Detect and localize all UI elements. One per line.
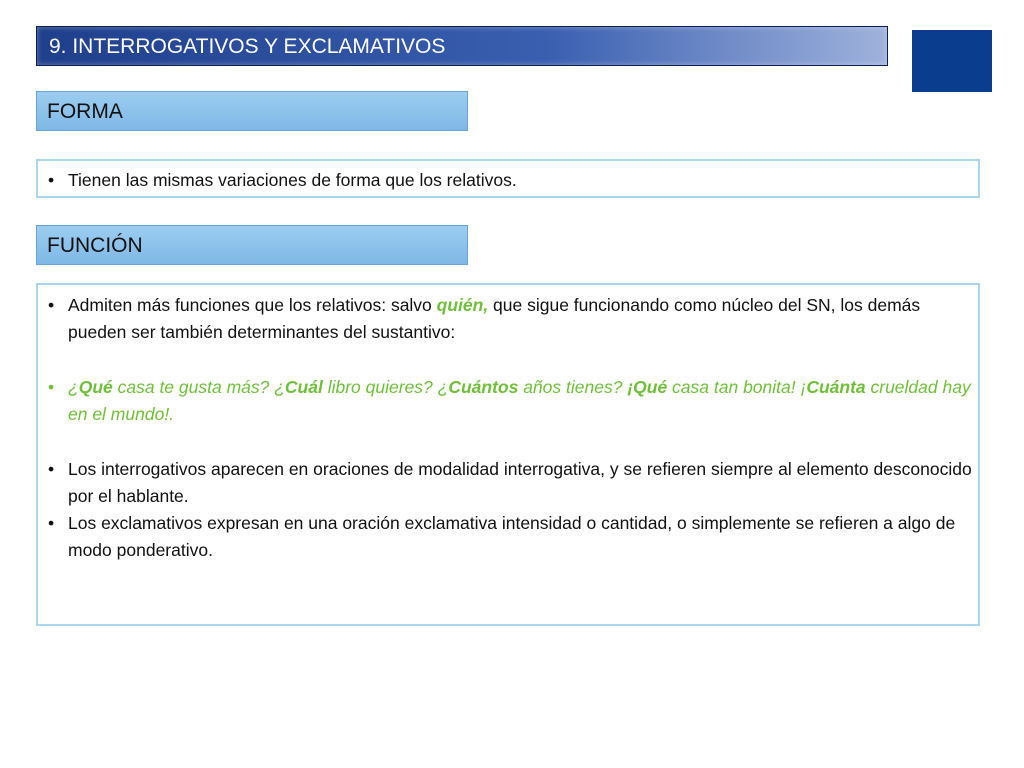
example-text: ¿: [68, 377, 79, 397]
forma-content-box: [36, 159, 980, 198]
example-keyword: Qué: [78, 377, 113, 397]
example-text: casa te gusta más? ¿: [112, 377, 285, 397]
funcion-heading: FUNCIÓN: [36, 225, 468, 265]
example-text: libro quieres? ¿: [322, 377, 449, 397]
funcion-bullet-exclamativos: • Los exclamativos expresan en una oración exclamativa intensidad o cantidad, o simplemente se refieren a algo de modo ponderativo.: [38, 510, 978, 564]
funcion-bullet-text-pre: Admiten más funciones que los relativos: salvo: [68, 295, 437, 315]
example-keyword: Cuál: [284, 377, 323, 397]
funcion-bullet-text-post: que sigue funcionando como núcleo del SN, los demás pueden ser también determinantes del sustantivo:: [68, 295, 921, 342]
funcion-bullet-examples: [38, 374, 978, 428]
example-text: crueldad hay en el mundo!.: [68, 377, 971, 424]
forma-heading: FORMA: [36, 91, 468, 131]
example-keyword: Cuántos: [448, 377, 519, 397]
quien-highlight: quién,: [436, 295, 489, 315]
funcion-bullet-interrogativos: • Los interrogativos aparecen en oraciones de modalidad interrogativa, y se refieren siempre al elemento desconocido por el hablante.: [38, 456, 978, 510]
funcion-bullet-list: [38, 285, 978, 564]
slide-title: 9. INTERROGATIVOS Y EXCLAMATIVOS: [36, 26, 888, 66]
corner-decoration: [912, 30, 992, 92]
funcion-content-box: [36, 283, 980, 626]
funcion-bullet-functions: [38, 292, 978, 346]
forma-bullet: • Tienen las mismas variaciones de forma que los relativos.: [38, 167, 978, 194]
forma-bullet-list: [38, 161, 978, 194]
example-text: años tienes?: [518, 377, 628, 397]
example-text: casa tan bonita! ¡: [667, 377, 807, 397]
example-keyword: Cuánta: [806, 377, 866, 397]
example-keyword: ¡Qué: [627, 377, 668, 397]
